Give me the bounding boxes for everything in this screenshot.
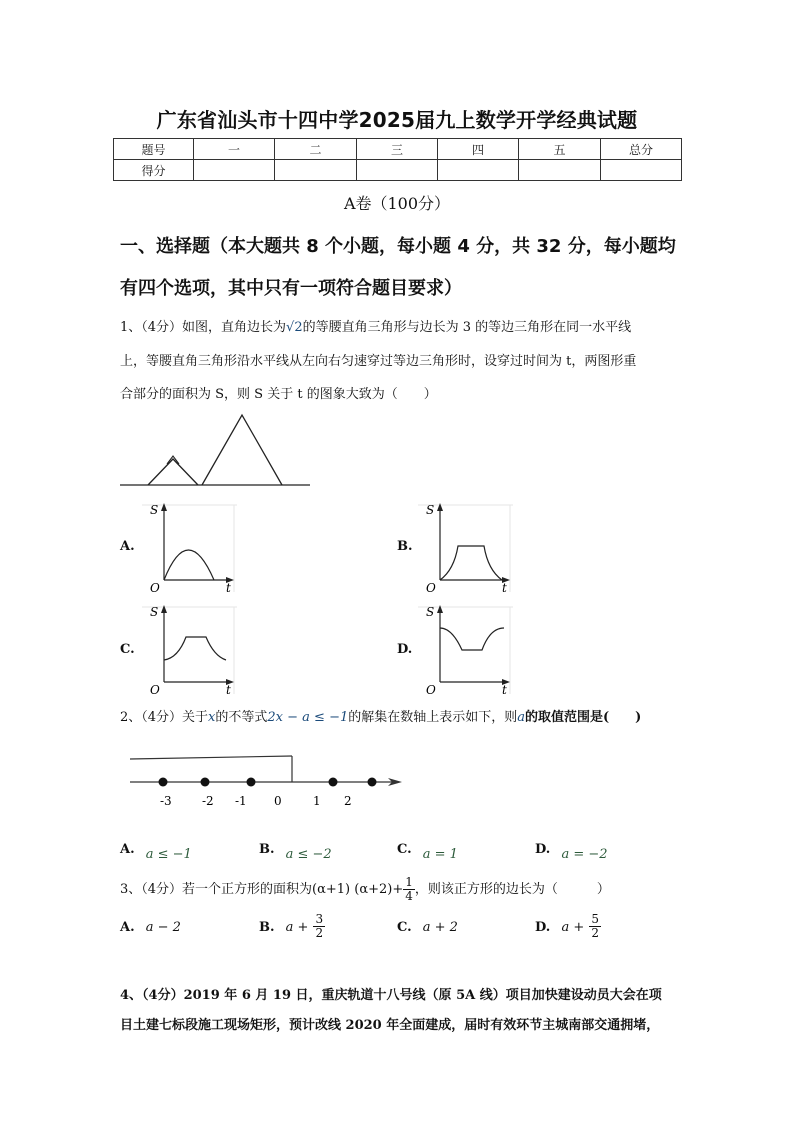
q1-text: 的等腰直角三角形与边长为 3 的等边三角形在同一水平线 [302, 320, 632, 335]
q1-option-b-label[interactable]: B. [397, 539, 413, 554]
q1-line1 [120, 318, 692, 338]
number-point [159, 778, 168, 787]
section-heading-line2: 有四个选项，其中只有一项符合题目要求） [120, 278, 462, 299]
q3-option-d[interactable] [535, 912, 601, 942]
q1-option-c-graph[interactable] [142, 602, 237, 694]
y-axis-arrow [161, 503, 167, 511]
q2-option-d[interactable] [535, 838, 608, 862]
q1-figure [118, 412, 313, 490]
q3-text: 3、（4分）若一个正方形的面积为(α+1) (α+2)+ [120, 882, 404, 897]
q1-option-d-label[interactable]: D. [397, 642, 413, 657]
tick-label: 1 [313, 794, 321, 808]
score-table-cell: 得分 [114, 160, 194, 181]
q1-option-a-label[interactable]: A. [120, 539, 135, 554]
y-axis-arrow [437, 503, 443, 511]
x-axis-label: t [226, 581, 231, 592]
q2-text: 的取值范围是( ) [525, 710, 642, 725]
option-value: a = 1 [422, 847, 458, 862]
section-heading-line1: 一、选择题（本大题共 8 个小题，每小题 4 分，共 32 分，每小题均 [120, 236, 676, 257]
option-label: D. [535, 920, 551, 935]
y-axis-label: S [426, 605, 435, 619]
q3-option-a[interactable] [120, 912, 181, 942]
q2-var-a: a [517, 710, 526, 725]
y-axis-label: S [426, 503, 435, 517]
q4-line1: 4、（4分）2019 年 6 月 19 日，重庆轨道十八号线（原 5A 线）项目加快建设动员大会在项 [120, 988, 662, 1003]
q1-line2: 上，等腰直角三角形沿水平线从左向右匀速穿过等边三角形时，设穿过时间为 t，两图形重 [120, 354, 637, 369]
origin-label: O [426, 581, 436, 592]
tick-label: -3 [160, 794, 172, 808]
option-value: a ≤ −1 [145, 847, 192, 862]
q2-text: 的不等式 [215, 710, 268, 725]
score-table-cell: 四 [438, 139, 519, 160]
option-label: B. [259, 842, 275, 857]
origin-label: O [426, 683, 436, 694]
option-expression: a + [285, 920, 309, 935]
q1-text: 1、（4分）如图，直角边长为 [120, 320, 287, 335]
option-label: B. [259, 920, 275, 935]
q1-option-d-graph[interactable] [418, 602, 513, 694]
fraction [403, 876, 415, 903]
q3-text: ，则该正方形的边长为（ ） [414, 882, 610, 897]
option-label: A. [120, 842, 135, 857]
number-point [368, 778, 377, 787]
score-table-cell: 三 [357, 139, 438, 160]
fraction [313, 913, 325, 940]
equilateral-triangle [202, 415, 282, 485]
score-table-cell: 五 [519, 139, 601, 160]
q2-option-a[interactable] [120, 838, 192, 862]
curve [440, 546, 502, 580]
curve [164, 550, 214, 580]
q3-option-b[interactable] [259, 912, 325, 942]
y-axis-label: S [150, 605, 159, 619]
score-table-score-row [114, 160, 682, 181]
fraction-denominator: 2 [315, 926, 324, 940]
q2-text: 的解集在数轴上表示如下，则 [348, 710, 518, 725]
q2-text: 2、（4分）关于 [120, 710, 209, 725]
score-table-blank[interactable] [519, 160, 601, 181]
isosceles-right-triangle [148, 459, 198, 485]
score-table-cell: 二 [275, 139, 357, 160]
score-table-cell: 题号 [114, 139, 194, 160]
q1-option-c-label[interactable]: C. [120, 642, 135, 657]
q3-option-c[interactable] [397, 912, 458, 942]
option-value: a ≤ −2 [285, 847, 332, 862]
fraction [589, 913, 601, 940]
number-point [201, 778, 210, 787]
number-point [247, 778, 256, 787]
option-expression: a + [561, 920, 585, 935]
x-axis-label: t [502, 581, 507, 592]
q4-line2: 目土建七标段施工现场矩形，预计改线 2020 年全面建成，届时有效环节主城南部交通拥堵， [120, 1018, 660, 1033]
score-table-blank[interactable] [194, 160, 275, 181]
solution-bracket-top [130, 756, 292, 759]
y-axis-arrow [437, 605, 443, 613]
score-table [113, 138, 682, 181]
fraction-numerator: 3 [315, 912, 324, 926]
option-label: A. [120, 920, 135, 935]
score-table-blank[interactable] [357, 160, 438, 181]
x-axis-label: t [226, 683, 231, 694]
option-value: a = −2 [561, 847, 608, 862]
tick-label: -2 [202, 794, 214, 808]
option-label: D. [535, 842, 551, 857]
tick-label: 2 [344, 794, 352, 808]
y-axis-arrow [161, 605, 167, 613]
score-table-blank[interactable] [601, 160, 682, 181]
score-table-header-row [114, 139, 682, 160]
option-label: C. [397, 842, 412, 857]
score-table-cell: 一 [194, 139, 275, 160]
number-point [329, 778, 338, 787]
option-expression: a − 2 [145, 920, 181, 935]
q2-inequality: 2x − a ≤ −1 [267, 710, 349, 725]
q2-var-x: x [208, 710, 216, 725]
curve [164, 637, 226, 660]
origin-label: O [150, 581, 160, 592]
option-expression: a + 2 [422, 920, 458, 935]
tick-label: 0 [274, 794, 282, 808]
score-table-blank[interactable] [438, 160, 519, 181]
q1-option-a-graph[interactable] [142, 500, 237, 592]
q1-option-b-graph[interactable] [418, 500, 513, 592]
option-label: C. [397, 920, 412, 935]
exam-title: 广东省汕头市十四中学2025届九上数学开学经典试题 [156, 108, 638, 132]
fraction-numerator: 1 [405, 875, 413, 889]
q2-option-b[interactable] [259, 838, 332, 862]
fraction-denominator: 2 [591, 926, 599, 940]
paper-part-heading: A卷（100分） [343, 194, 451, 213]
q1-line3: 合部分的面积为 S，则 S 关于 t 的图象大致为（ ） [120, 387, 437, 402]
curve [440, 628, 504, 650]
sqrt-two: √2 [286, 320, 303, 335]
y-axis-label: S [150, 503, 159, 517]
q2-line1 [120, 708, 692, 728]
score-table-cell: 总分 [601, 139, 682, 160]
x-axis-label: t [502, 683, 507, 694]
fraction-denominator: 4 [405, 889, 413, 903]
q2-option-c[interactable] [397, 838, 458, 862]
q3-line1 [120, 876, 692, 903]
fraction-numerator: 5 [591, 912, 599, 926]
score-table-blank[interactable] [275, 160, 357, 181]
tick-label: -1 [235, 794, 247, 808]
origin-label: O [150, 683, 160, 694]
q2-number-line [122, 752, 407, 810]
